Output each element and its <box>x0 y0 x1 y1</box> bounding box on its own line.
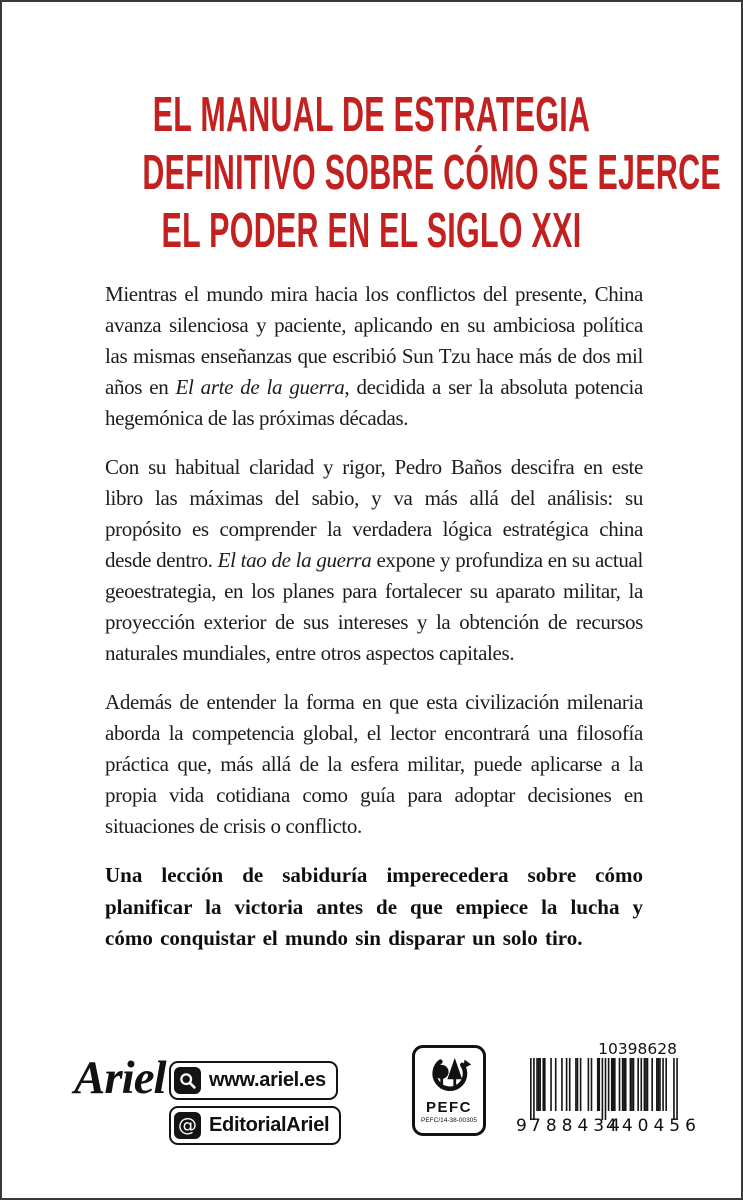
pefc-label: PEFC <box>425 1099 472 1116</box>
headline-line-3: EL PODER EN EL SIGLO XXI <box>161 204 582 258</box>
isbn-digits-left: 788434 <box>530 1116 625 1136</box>
pefc-certification-mark <box>412 1045 486 1136</box>
synopsis <box>105 279 643 973</box>
paragraph-2-text: Con su habitual claridad y rigor, Pedro Baños descifra en este libro las máximas del sabio, y va más allá del análisis: su propósito es comprender la verdadera lógica estratégica china desde dentro. <box>105 455 643 572</box>
headline-line-2: DEFINITIVO SOBRE CÓMO SE EJERCE <box>142 146 721 200</box>
social-label: EditorialAriel <box>209 1114 330 1136</box>
website-plaque <box>169 1061 338 1100</box>
headline <box>2 86 741 260</box>
paragraph-3: Además de entender la forma en que esta civilización milenaria aborda la competencia global, el lector encontrará una filosofía práctica que, más allá de la esfera militar, puede aplicarse a la propia vida cotidiana como guía para adoptar decisiones en situaciones de crisis o conflicto. <box>105 690 643 838</box>
isbn-digits <box>516 1116 701 1136</box>
at-icon: @ <box>174 1112 201 1139</box>
paragraph-1-text: Mientras el mundo mira hacia los conflictos del presente, China avanza silenciosa y paciente, aplicando en su ambiciosa política las mismas enseñanzas que escribió Sun Tzu hace más de dos mil años en <box>105 282 643 399</box>
paragraph-1-text-end: , decidida a ser la absoluta potencia hegemónica de las próximas décadas. <box>105 375 644 430</box>
search-icon <box>174 1067 201 1094</box>
paragraph-2 <box>105 452 643 669</box>
product-number: 10398628 <box>598 1040 677 1058</box>
paragraph-4-bold: Una lección de sabiduría imperecedera sobre cómo planificar la victoria antes de que empiece la lucha y cómo conquistar el mundo sin disparar un solo tiro. <box>105 863 643 950</box>
publisher-logo: Ariel <box>74 1052 166 1104</box>
pefc-cert-code: PEFC/14-38-00305 <box>420 1117 477 1124</box>
headline-line-1: EL MANUAL DE ESTRATEGIA <box>152 88 591 142</box>
website-label: www.ariel.es <box>209 1069 326 1091</box>
barcode-block <box>516 1040 701 1136</box>
isbn-digits-right: 440456 <box>606 1116 701 1136</box>
publisher-links <box>169 1061 341 1145</box>
book-title-italic-1: El arte de la guerra <box>175 375 345 399</box>
ean13-barcode <box>530 1058 678 1120</box>
pefc-trees-icon <box>424 1053 474 1099</box>
social-plaque <box>169 1106 341 1145</box>
paragraph-1 <box>105 279 643 434</box>
isbn-digit-first: 9 <box>516 1116 527 1136</box>
book-title-italic-2: El tao de la guerra <box>217 548 372 572</box>
paragraph-2-text-end: expone y profundiza en su actual geoestrategia, en los planes para fortalecer su aparato militar, la proyección exterior de sus intereses y la obtención de recursos naturales mundiales, entre otros aspectos capitales. <box>105 548 643 665</box>
